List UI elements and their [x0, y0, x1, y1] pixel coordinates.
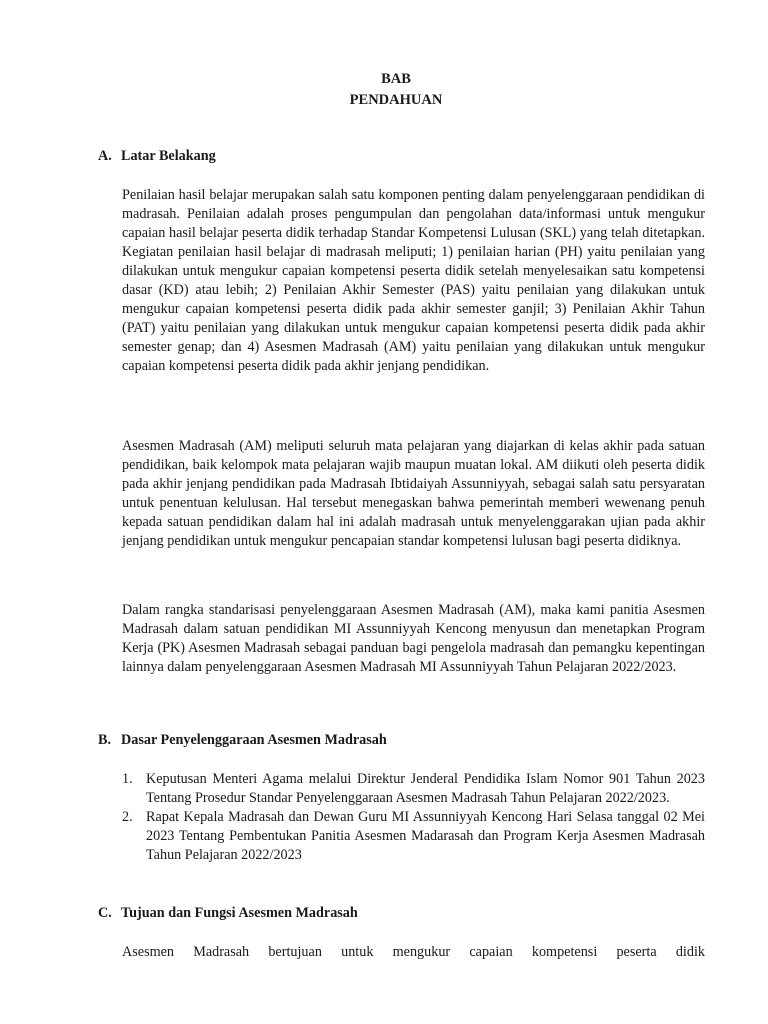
section-c-letter: C.: [98, 905, 112, 921]
section-a-title: Latar Belakang: [121, 148, 216, 164]
list-item: [122, 770, 705, 808]
section-a-paragraph-3: Dalam rangka standarisasi penyelenggaraan Asesmen Madrasah (AM), maka kami panitia Asesmen Madrasah dalam satuan pendidikan MI Assunniyyah Kencong menyusun dan menetapkan Program Kerja (PK) Asesmen Madrasah sebagai panduan bagi pengelola madrasah dan pemangku kepentingan lainnya dalam penyelenggaraan Asesmen Madrasah MI Assunniyyah Tahun Pelajaran 2022/2023.: [122, 602, 705, 675]
list-item-number: 1.: [122, 771, 133, 787]
section-c-paragraph-1: Asesmen Madrasah bertujuan untuk mengukur capaian kompetensi peserta didik: [122, 944, 705, 960]
chapter-title: PENDAHUAN: [349, 92, 443, 108]
section-a-paragraph-1: Penilaian hasil belajar merupakan salah satu komponen penting dalam penyelenggaraan pendidikan di madrasah. Penilaian adalah proses pengumpulan dan pengolahan data/informasi untuk mengukur capaian hasil belajar peserta didik terhadap Standar Kompetensi Lulusan (SKL) yang telah ditetapkan. Kegiatan penilaian hasil belajar di madrasah meliputi; 1) penilaian harian (PH) yaitu penilaian yang dilakukan untuk mengukur capaian kompetensi peserta didik setelah menyelesaikan satu kompetensi dasar (KD) atau lebih; 2) Penilaian Akhir Semester (PAS) yaitu penilaian yang dilakukan untuk mengukur capaian kompetensi peserta didik pada akhir semester ganjil; 3) Penilaian Akhir Tahun (PAT) yaitu penilaian yang dilakukan untuk mengukur capaian kompetensi peserta didik pada akhir semester genap; dan 4) Asesmen Madrasah (AM) yaitu penilaian yang dilakukan untuk mengukur capaian kompetensi peserta didik pada akhir jenjang pendidikan.: [122, 187, 705, 374]
section-a-heading: [98, 148, 216, 165]
list-item-text: Keputusan Menteri Agama melalui Direktur Jenderal Pendidika Islam Nomor 901 Tahun 2023 Tentang Prosedur Standar Penyelenggaraan Asesmen Madrasah Tahun Pelajaran 2022/2023.: [146, 771, 705, 806]
section-a-letter: A.: [98, 148, 112, 164]
section-b-title: Dasar Penyelenggaraan Asesmen Madrasah: [121, 732, 387, 748]
section-c-title: Tujuan dan Fungsi Asesmen Madrasah: [121, 905, 358, 921]
list-item-text: Rapat Kepala Madrasah dan Dewan Guru MI Assunniyyah Kencong Hari Selasa tanggal 02 Mei 2023 Tentang Pembentukan Panitia Asesmen Madarasah dan Program Kerja Asesmen Madrasah Tahun Pelajaran 2022/2023: [146, 809, 705, 863]
chapter-label: BAB: [381, 71, 411, 87]
list-item-number: 2.: [122, 809, 133, 825]
legal-basis-list: [122, 770, 705, 865]
section-a-paragraph-2: Asesmen Madrasah (AM) meliputi seluruh mata pelajaran yang diajarkan di kelas akhir pada satuan pendidikan, baik kelompok mata pelajaran wajib maupun muatan lokal. AM diikuti oleh peserta didik pada akhir jenjang pendidikan pada Madrasah Ibtidaiyah Assunniyyah, sebagai salah satu persyaratan untuk penentuan kelulusan. Hal tersebut menegaskan bahwa pemerintah memberi wewenang penuh kepada satuan pendidikan dalam hal ini adalah madrasah untuk menyelenggarakan ujian pada akhir jenjang pendidikan untuk mengukur pencapaian standar kompetensi lulusan bagi peserta didiknya.: [122, 438, 705, 549]
list-item: [122, 808, 705, 865]
section-c-heading: [98, 905, 358, 922]
section-b-letter: B.: [98, 732, 112, 748]
section-b-heading: [98, 732, 387, 749]
